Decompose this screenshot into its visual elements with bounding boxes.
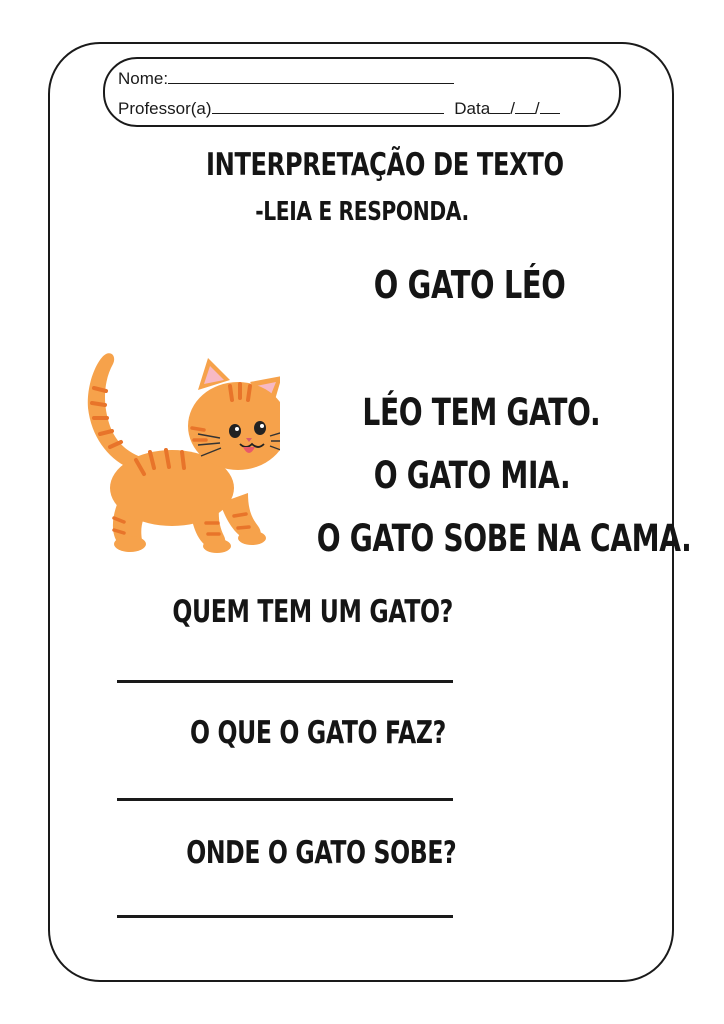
- date-label: Data: [454, 99, 491, 118]
- answer-line[interactable]: [117, 915, 453, 918]
- date-day-field[interactable]: [490, 98, 510, 114]
- answer-line[interactable]: [117, 798, 453, 801]
- date-separator: /: [510, 99, 515, 118]
- date-separator: /: [534, 99, 540, 118]
- name-label: Nome:: [118, 69, 169, 88]
- page-subtitle: -LEIA E RESPONDA.: [255, 197, 469, 227]
- teacher-date-row: [118, 98, 560, 119]
- question: O QUE O GATO FAZ?: [190, 715, 446, 751]
- teacher-label: Professor(a): [118, 99, 212, 118]
- page-title: INTERPRETAÇÃO DE TEXTO: [206, 147, 564, 183]
- name-field[interactable]: [168, 68, 454, 84]
- story-title: O GATO LÉO: [373, 263, 566, 307]
- name-row: [118, 68, 454, 89]
- story-line: O GATO SOBE NA CAMA.: [316, 517, 692, 560]
- question: QUEM TEM UM GATO?: [172, 594, 453, 630]
- date-month-field[interactable]: [515, 98, 535, 114]
- teacher-field[interactable]: [212, 98, 444, 114]
- story-line: LÉO TEM GATO.: [362, 391, 601, 434]
- orange-tabby-cat-icon: [80, 348, 280, 558]
- date-year-field[interactable]: [540, 98, 560, 114]
- answer-line[interactable]: [117, 680, 453, 683]
- story-line: O GATO MIA.: [373, 454, 571, 497]
- question: ONDE O GATO SOBE?: [186, 835, 457, 871]
